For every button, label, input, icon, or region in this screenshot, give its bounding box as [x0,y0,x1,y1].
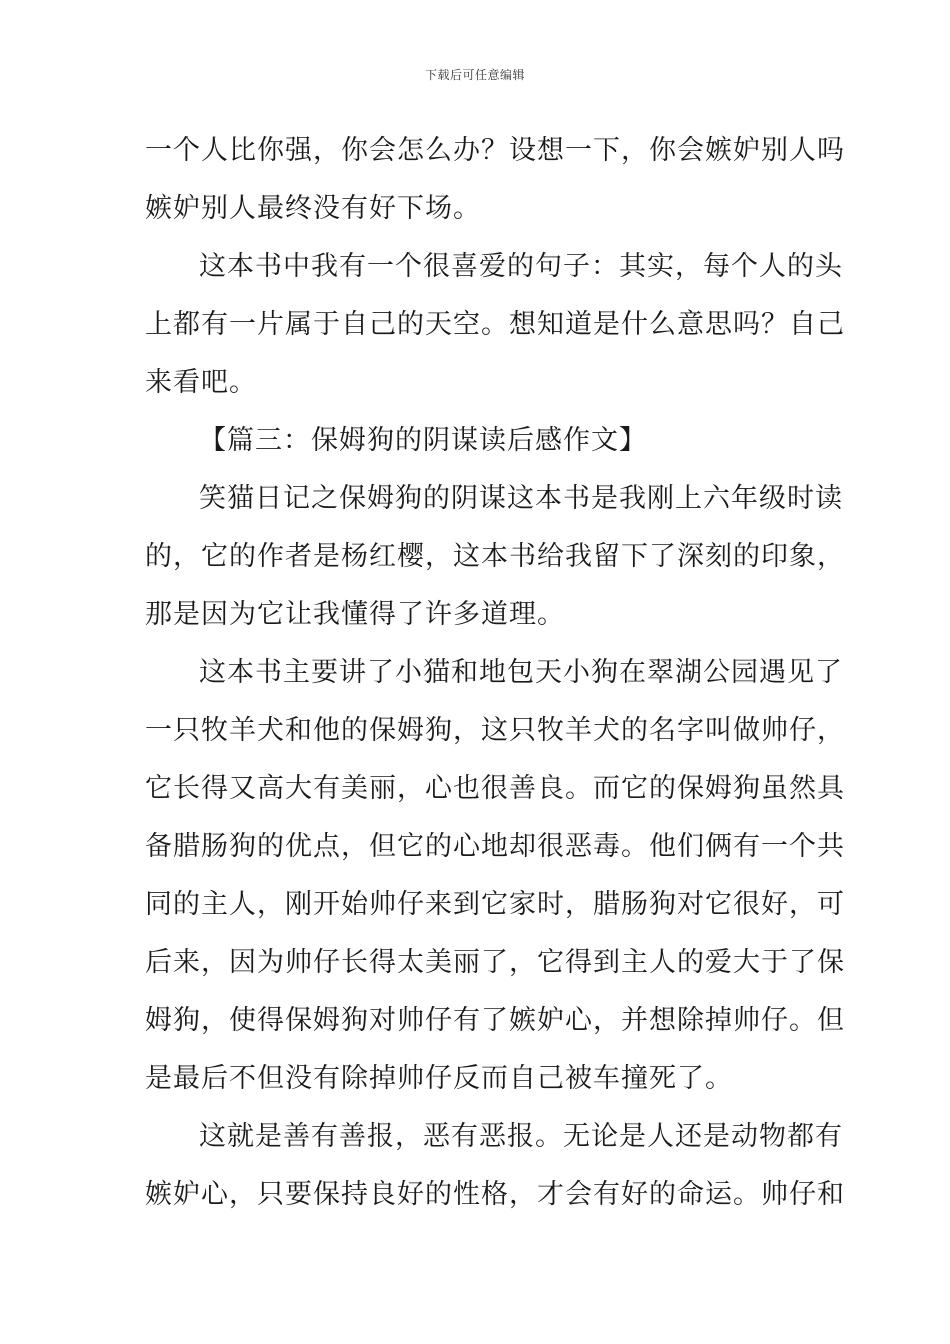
text-line: 是最后不但没有除掉帅仔反而自己被车撞死了。 [145,1063,733,1094]
text-line: 它长得又高大有美丽，心也很善良。而它的保姆狗虽然具 [145,773,845,804]
section-heading: 【篇三：保姆狗的阴谋读后感作文】 [199,425,647,456]
text-line: 这就是善有善报，恶有恶报。无论是人还是动物都有 [199,1121,843,1152]
text-line: 嫉妒心，只要保持良好的性格，才会有好的命运。帅仔和 [145,1179,845,1210]
text-line: 这本书主要讲了小猫和地包天小狗在翠湖公园遇见了 [199,657,843,688]
text-line: 那是因为它让我懂得了许多道理。 [145,599,565,630]
text-line: 这本书中我有一个很喜爱的句子：其实，每个人的头 [199,251,843,282]
page-header: 下载后可任意编辑 [424,68,525,82]
text-line: 嫉妒别人最终没有好下场。 [145,193,481,224]
text-line: 后来，因为帅仔长得太美丽了，它得到主人的爱大于了保 [145,947,845,978]
text-line: 来看吧。 [145,367,257,398]
text-line: 上都有一片属于自己的天空。想知道是什么意思吗？自己 [145,309,845,340]
text-line: 一个人比你强，你会怎么办？设想一下，你会嫉妒别人吗 [145,135,845,166]
text-line: 一只牧羊犬和他的保姆狗，这只牧羊犬的名字叫做帅仔， [145,715,845,746]
text-line: 姆狗，使得保姆狗对帅仔有了嫉妒心，并想除掉帅仔。但 [145,1005,845,1036]
text-line: 备腊肠狗的优点，但它的心地却很恶毒。他们俩有一个共 [145,831,845,862]
text-line: 同的主人，刚开始帅仔来到它家时，腊肠狗对它很好，可 [145,889,845,920]
document-body [145,122,845,1224]
text-line: 的，它的作者是杨红樱，这本书给我留下了深刻的印象， [145,541,845,572]
text-line: 笑猫日记之保姆狗的阴谋这本书是我刚上六年级时读 [199,483,843,514]
